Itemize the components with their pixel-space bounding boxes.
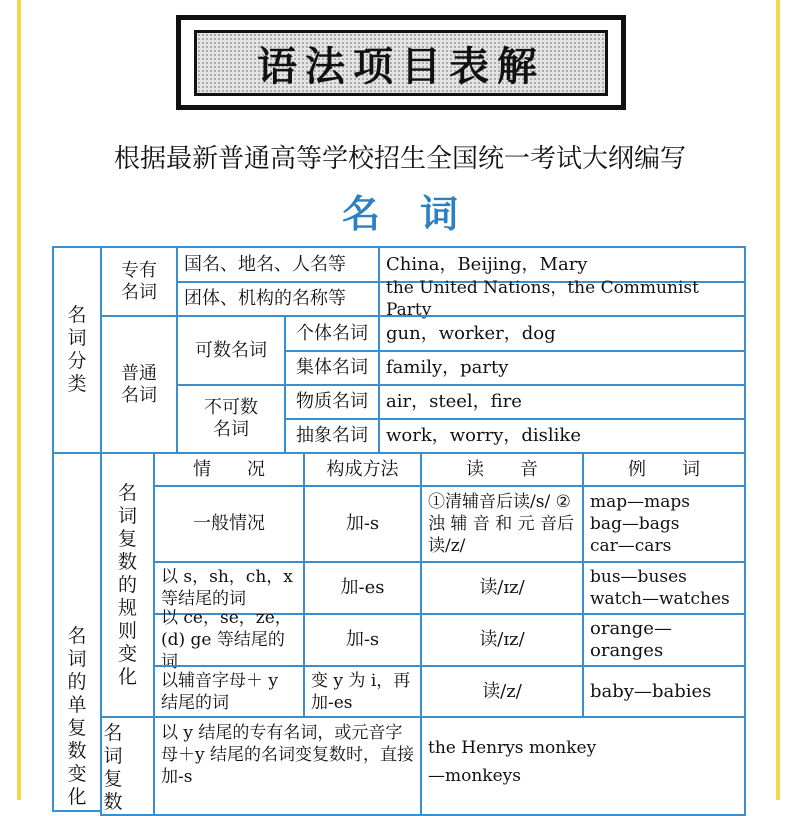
table-cell: orange—oranges <box>582 613 746 667</box>
plural-second-label <box>100 716 155 816</box>
example-words: map—maps bag—bags car—cars <box>590 492 690 556</box>
table-cell <box>582 561 746 615</box>
classification-label-text: 名词分类 <box>67 304 87 395</box>
table-cell: 读/z/ <box>420 665 584 718</box>
table-cell: 读/ɪz/ <box>420 561 584 615</box>
table-cell: 抽象名词 <box>284 418 380 454</box>
column-header: 例 词 <box>582 452 746 487</box>
column-header: 构成方法 <box>303 452 422 487</box>
table-cell: air，steel，fire <box>378 384 746 420</box>
proper-noun-label-text: 专有名词 <box>121 259 157 303</box>
table-cell: 国名、地名、人名等 <box>176 246 380 283</box>
table-cell: 以 s，sh，ch，x 等结尾的词 <box>153 561 305 615</box>
table-cell: 加-s <box>303 613 422 667</box>
table-cell: 加-s <box>303 485 422 563</box>
table-cell: 以辅音字母＋ y 结尾的词 <box>153 665 305 718</box>
table-cell: 物质名词 <box>284 384 380 420</box>
table-cell: 团体、机构的名称等 <box>176 281 380 317</box>
common-noun-label-text: 普通名词 <box>121 362 157 406</box>
uncountable-noun-label-text: 不可数名词 <box>204 397 258 440</box>
table-cell <box>420 716 746 816</box>
table-cell: 个体名词 <box>284 315 380 352</box>
table-cell: baby—babies <box>582 665 746 718</box>
example-words: bus—buses watch—watches <box>590 567 730 609</box>
table-cell: family，party <box>378 350 746 386</box>
table-cell: 集体名词 <box>284 350 380 386</box>
regular-plural-label-text: 名词复数的规则变化 <box>117 481 137 688</box>
table-cell: China，Beijing，Mary <box>378 246 746 283</box>
section-title: 名词 <box>341 192 498 236</box>
table-cell: 读/ɪz/ <box>420 613 584 667</box>
table-cell: 加-es <box>303 561 422 615</box>
column-header: 情 况 <box>153 452 305 487</box>
proper-noun-label <box>100 246 178 317</box>
classification-label <box>52 246 102 454</box>
table-cell: 以 ce，se，ze，(d) ge 等结尾的词 <box>153 613 305 667</box>
page-title: 语法项目表解 <box>194 30 608 96</box>
regular-plural-label <box>100 452 155 718</box>
plural-label-text: 名词的单复数变化 <box>67 625 87 808</box>
table-cell: 一般情况 <box>153 485 305 563</box>
common-noun-label <box>100 315 178 454</box>
table-cell: gun，worker，dog <box>378 315 746 352</box>
table-cell <box>582 485 746 563</box>
table-cell: ①清辅音后读/s/ ② 浊 辅 音 和 元 音后读/z/ <box>420 485 584 563</box>
column-header: 读 音 <box>420 452 584 487</box>
subtitle: 根据最新普通高等学校招生全国统一考试大纲编写 <box>113 144 686 174</box>
table-cell: 变 y 为 i，再加-es <box>303 665 422 718</box>
table-cell: the United Nations，the Communist Party <box>378 281 746 317</box>
countable-noun-label: 可数名词 <box>176 315 286 386</box>
plural-label <box>52 452 102 812</box>
table-cell: 以 y 结尾的专有名词，或元音字母＋y 结尾的名词变复数时，直接加-s <box>153 716 422 816</box>
uncountable-noun-label <box>176 384 286 454</box>
plural-second-label-text: 名词复数 <box>103 722 123 813</box>
example-words: the Henrys monkey—monkeys <box>428 738 597 786</box>
table-cell: work，worry，dislike <box>378 418 746 454</box>
